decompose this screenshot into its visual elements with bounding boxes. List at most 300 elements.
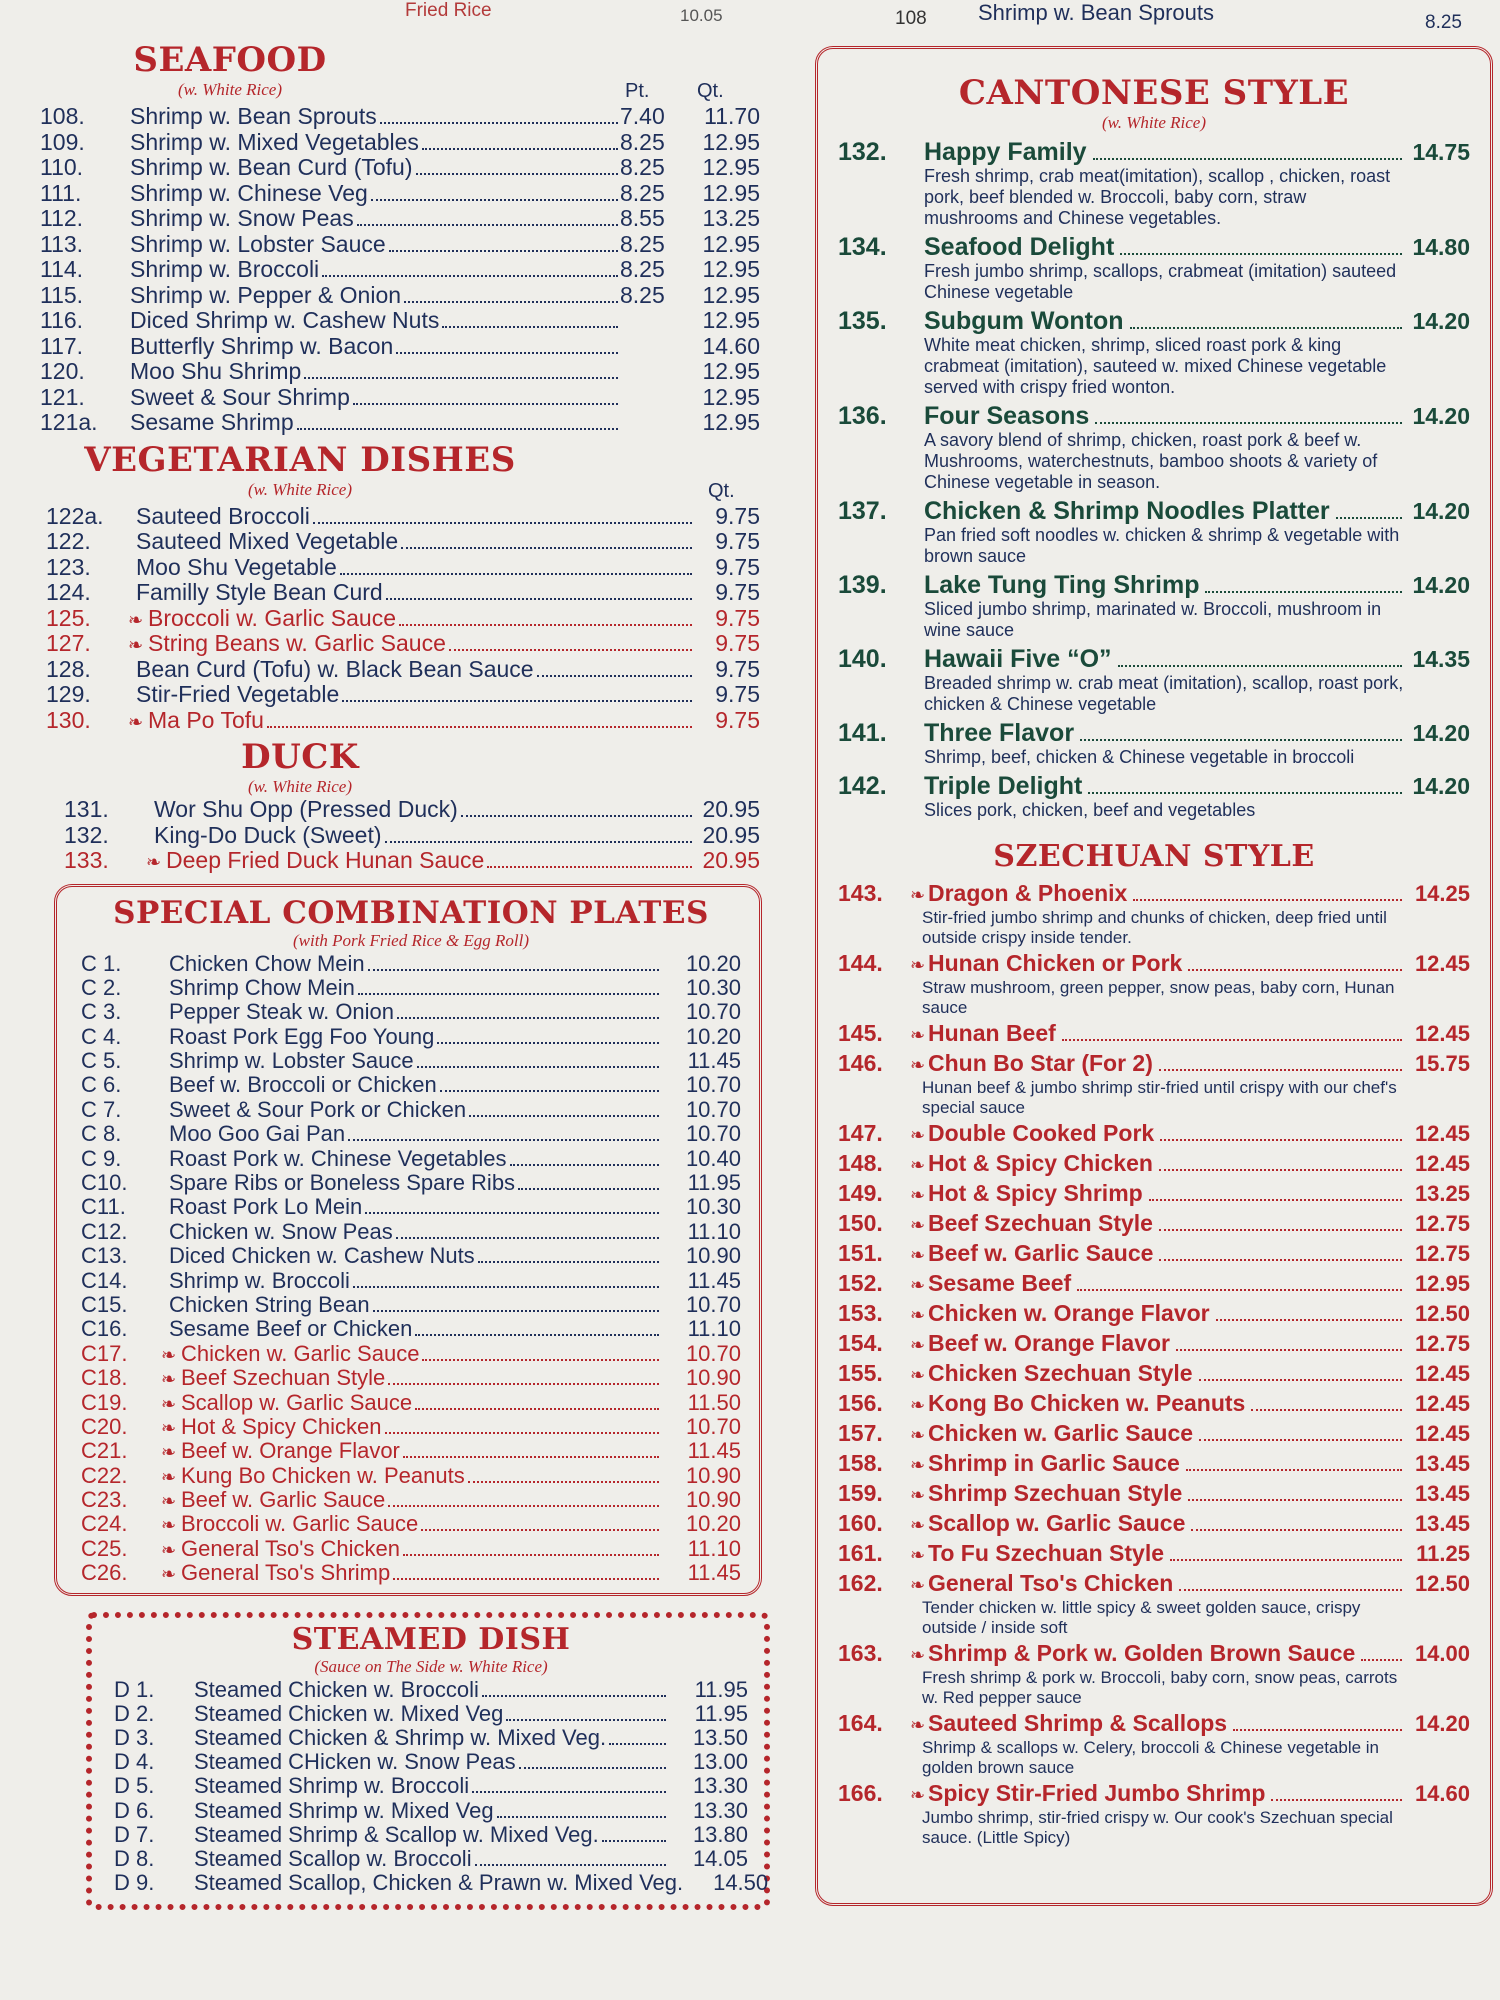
chili-pepper-icon: ❧ xyxy=(146,852,162,872)
item-price: 13.25 xyxy=(1414,1181,1470,1206)
item-number: 152. xyxy=(838,1270,883,1296)
dot-leader xyxy=(422,1359,659,1361)
seafood-pt-label: Pt. xyxy=(625,80,650,102)
menu-item xyxy=(81,1072,741,1096)
menu-item xyxy=(838,1240,1470,1268)
dot-leader xyxy=(380,122,618,124)
dot-leader xyxy=(404,301,618,303)
item-line xyxy=(838,498,1470,525)
item-number: 121. xyxy=(40,383,85,410)
menu-item xyxy=(838,1360,1470,1388)
menu-item xyxy=(46,555,760,581)
chili-pepper-icon: ❧ xyxy=(161,1466,177,1487)
dot-leader xyxy=(1199,1439,1402,1441)
item-name: Steamed CHicken w. Snow Peas xyxy=(194,1749,516,1775)
item-price: 9.75 xyxy=(715,706,760,733)
item-description: Breaded shrimp w. crab meat (imitation), scallop, roast pork, chicken & Chinese vegetable xyxy=(924,673,1404,714)
right-column xyxy=(815,46,1495,1906)
dot-leader xyxy=(1160,1139,1402,1141)
item-line xyxy=(838,139,1470,166)
top-fragment-price: 8.25 xyxy=(1425,12,1462,33)
item-price: 13.45 xyxy=(1414,1481,1470,1506)
dot-leader xyxy=(1093,158,1402,160)
item-name: Butterfly Shrimp w. Bacon xyxy=(130,332,394,359)
item-price: 9.75 xyxy=(715,528,760,554)
chili-pepper-icon: ❧ xyxy=(910,1025,926,1045)
item-price: 14.60 xyxy=(1414,1781,1470,1806)
dot-leader xyxy=(1186,1469,1402,1471)
item-name: Steamed Shrimp & Scallop w. Mixed Veg. xyxy=(194,1821,599,1847)
menu-item xyxy=(81,1365,741,1389)
dot-leader xyxy=(1336,517,1402,519)
item-price: 12.45 xyxy=(1414,1421,1470,1446)
dot-leader xyxy=(1271,1799,1402,1801)
item-name: Sweet & Sour Pork or Chicken xyxy=(169,1096,467,1122)
dot-leader xyxy=(1233,1729,1402,1731)
item-line xyxy=(838,1330,1470,1358)
item-name: Beef Szechuan Style xyxy=(928,1210,1153,1236)
item-name: Subgum Wonton xyxy=(924,307,1124,335)
item-price: 13.45 xyxy=(1414,1511,1470,1536)
item-name: Steamed Scallop w. Broccoli xyxy=(194,1845,472,1871)
dot-leader xyxy=(478,1261,659,1263)
item-name: Dragon & Phoenix xyxy=(928,880,1128,906)
dot-leader xyxy=(468,1481,659,1483)
item-price: 10.20 xyxy=(685,950,741,976)
item-number: 131. xyxy=(64,796,109,822)
top-fragment-num: 108 xyxy=(895,8,927,29)
item-name: Hunan Chicken or Pork xyxy=(928,950,1183,976)
top-fragment-left: Fried Rice xyxy=(405,0,492,21)
item-number: D 3. xyxy=(114,1725,155,1751)
menu-item xyxy=(838,1640,1470,1708)
dot-leader xyxy=(1095,422,1402,424)
item-price: 14.60 xyxy=(702,332,760,359)
item-name: Shrimp in Garlic Sauce xyxy=(928,1450,1180,1476)
item-price: 20.95 xyxy=(702,796,760,822)
item-number: 142. xyxy=(838,772,887,800)
dot-leader xyxy=(297,428,618,430)
menu-item xyxy=(838,308,1470,398)
item-name: Shrimp w. Broccoli xyxy=(130,256,320,282)
dot-leader xyxy=(472,1791,666,1793)
item-number: C18. xyxy=(81,1365,128,1391)
item-number: C21. xyxy=(81,1438,128,1464)
menu-item xyxy=(81,1536,741,1560)
item-description: Fresh shrimp, crab meat(imitation), scallop , chicken, roast pork, beef blended w. Broccoli, baby corn, straw mushrooms and Chinese vegetables. xyxy=(924,166,1391,228)
item-price: 11.50 xyxy=(687,1389,741,1415)
item-price: 14.20 xyxy=(1412,572,1470,598)
dot-leader xyxy=(401,547,692,549)
menu-item xyxy=(40,359,760,385)
dot-leader xyxy=(510,1164,659,1166)
item-number: C20. xyxy=(81,1413,128,1439)
dot-leader xyxy=(353,403,618,405)
item-price: 13.30 xyxy=(692,1797,748,1823)
item-number: 108. xyxy=(40,103,85,129)
item-number: 115. xyxy=(40,281,84,308)
item-number: 134. xyxy=(838,233,887,261)
duck-list xyxy=(64,797,760,874)
item-line xyxy=(838,1270,1470,1298)
item-price-pt: 8.25 xyxy=(620,179,665,206)
item-name: Spicy Stir-Fried Jumbo Shrimp xyxy=(928,1780,1266,1806)
menu-item xyxy=(81,1414,741,1438)
item-name: Shrimp w. Snow Peas xyxy=(130,205,354,231)
steamed-subtitle: (Sauce on The Side w. White Rice) xyxy=(314,1656,548,1676)
menu-item xyxy=(40,410,760,436)
item-line xyxy=(838,308,1470,335)
item-line xyxy=(838,1390,1470,1418)
item-number: C10. xyxy=(81,1170,128,1196)
menu-item xyxy=(114,1701,748,1725)
item-name: Familly Style Bean Curd xyxy=(136,579,383,605)
menu-item xyxy=(838,1270,1470,1298)
menu-item xyxy=(838,498,1470,567)
dot-leader xyxy=(416,173,618,175)
item-price: 12.45 xyxy=(1414,1121,1470,1146)
item-price: 12.75 xyxy=(1414,1211,1470,1236)
item-number: 157. xyxy=(838,1420,883,1446)
item-number: C11. xyxy=(81,1194,126,1220)
chili-pepper-icon: ❧ xyxy=(128,711,144,732)
item-number: C 6. xyxy=(81,1072,122,1098)
dot-leader xyxy=(386,598,692,600)
item-number: 132. xyxy=(838,138,887,166)
menu-item xyxy=(81,1390,741,1414)
top-cutoff-strip xyxy=(0,0,1500,33)
dot-leader xyxy=(267,726,692,728)
item-name: Happy Family xyxy=(924,138,1087,166)
item-price: 13.45 xyxy=(1414,1451,1470,1476)
item-price-pt: 8.25 xyxy=(620,230,665,257)
item-number: 124. xyxy=(46,579,91,605)
item-price: 10.70 xyxy=(685,1340,741,1366)
menu-item xyxy=(838,1210,1470,1238)
item-price: 10.30 xyxy=(685,1194,741,1220)
dot-leader xyxy=(358,993,659,995)
item-price: 10.70 xyxy=(685,1413,741,1439)
menu-item xyxy=(81,1487,741,1511)
menu-item xyxy=(81,1463,741,1487)
item-line xyxy=(838,1420,1470,1448)
chili-pepper-icon: ❧ xyxy=(910,1055,926,1075)
dot-leader xyxy=(388,1383,659,1385)
dot-leader xyxy=(373,1310,659,1312)
item-name: Chicken w. Snow Peas xyxy=(169,1218,393,1244)
item-name: Roast Pork Lo Mein xyxy=(169,1194,363,1220)
item-price: 12.95 xyxy=(702,383,760,410)
item-price: 11.10 xyxy=(687,1218,741,1244)
dot-leader xyxy=(506,1719,666,1721)
menu-item xyxy=(838,773,1470,821)
item-name: Moo Goo Gai Pan xyxy=(169,1121,346,1147)
dot-leader xyxy=(415,1334,659,1336)
menu-item xyxy=(40,385,760,411)
item-description: Fresh shrimp & pork w. Broccoli, baby corn, snow peas, carrots w. Red pepper sauce xyxy=(922,1668,1398,1707)
item-number: 122. xyxy=(46,528,91,554)
chili-pepper-icon: ❧ xyxy=(910,1365,926,1385)
item-price: 9.75 xyxy=(715,604,760,631)
menu-item xyxy=(81,1048,741,1072)
item-price: 12.50 xyxy=(1414,1301,1470,1326)
item-number: 166. xyxy=(838,1780,883,1806)
item-number: 162. xyxy=(838,1570,883,1596)
item-line xyxy=(838,1300,1470,1328)
vegetarian-list xyxy=(46,504,760,734)
left-column xyxy=(40,40,769,1910)
item-price: 11.95 xyxy=(687,1170,741,1196)
menu-item xyxy=(838,1510,1470,1538)
item-number: C17. xyxy=(81,1340,128,1366)
item-number: D 4. xyxy=(114,1749,155,1775)
item-number: 146. xyxy=(838,1050,883,1076)
item-line xyxy=(838,720,1470,747)
dot-leader xyxy=(1159,1259,1402,1261)
item-price: 9.75 xyxy=(715,579,760,605)
item-name: Sauteed Mixed Vegetable xyxy=(136,528,399,554)
item-price: 14.25 xyxy=(1414,881,1470,906)
menu-item xyxy=(81,975,741,999)
item-number: C16. xyxy=(81,1316,128,1342)
vegetarian-subtitle: (w. White Rice) xyxy=(247,479,352,499)
item-price: 12.95 xyxy=(702,409,760,435)
chili-pepper-icon: ❧ xyxy=(910,1275,926,1295)
szechuan-list xyxy=(838,880,1470,1848)
top-fragment-mid: 10.05 xyxy=(680,6,723,25)
item-number: C13. xyxy=(81,1243,128,1269)
menu-item xyxy=(46,606,760,632)
item-number: 144. xyxy=(838,950,883,976)
item-price: 11.70 xyxy=(704,103,760,129)
item-price: 13.50 xyxy=(692,1725,748,1751)
item-name: Shrimp w. Broccoli xyxy=(169,1267,350,1293)
item-name: Shrimp Szechuan Style xyxy=(928,1480,1183,1506)
item-price: 12.95 xyxy=(702,281,760,308)
item-price: 10.70 xyxy=(685,1121,741,1147)
item-price-pt: 8.25 xyxy=(620,154,665,180)
item-number: C 5. xyxy=(81,1048,122,1074)
item-name: Broccoli w. Garlic Sauce xyxy=(181,1511,419,1537)
item-line xyxy=(838,1450,1470,1478)
item-name: Bean Curd (Tofu) w. Black Bean Sauce xyxy=(136,655,534,682)
seafood-title: SEAFOOD xyxy=(133,40,327,80)
item-line xyxy=(838,1780,1470,1808)
dot-leader xyxy=(1251,1409,1402,1411)
menu-item xyxy=(46,504,760,530)
item-price-pt: 7.40 xyxy=(620,103,665,129)
item-line xyxy=(838,1150,1470,1178)
item-name: Chicken Szechuan Style xyxy=(928,1360,1193,1386)
menu-item xyxy=(838,1300,1470,1328)
item-price: 12.45 xyxy=(1414,1391,1470,1416)
item-number: D 8. xyxy=(114,1845,155,1871)
menu-item xyxy=(81,1292,741,1316)
item-name: Steamed Chicken w. Broccoli xyxy=(194,1676,479,1702)
seafood-list xyxy=(40,104,760,436)
item-line xyxy=(838,403,1470,430)
dot-leader xyxy=(1179,1589,1402,1591)
chili-pepper-icon: ❧ xyxy=(161,1564,177,1585)
item-name: Shrimp w. Mixed Vegetables xyxy=(130,128,419,155)
item-price: 9.75 xyxy=(715,655,760,682)
menu-item xyxy=(46,529,760,555)
dot-leader xyxy=(322,275,618,277)
item-price: 13.25 xyxy=(702,205,760,231)
menu-item xyxy=(838,1710,1470,1778)
item-name: Stir-Fried Vegetable xyxy=(136,681,340,707)
item-price: 11.45 xyxy=(687,1560,741,1586)
item-name: Broccoli w. Garlic Sauce xyxy=(148,604,396,631)
item-number: 127. xyxy=(46,630,91,656)
item-number: 143. xyxy=(838,880,883,906)
chili-pepper-icon: ❧ xyxy=(161,1442,177,1463)
item-name: Chicken w. Orange Flavor xyxy=(928,1300,1210,1326)
item-number: 155. xyxy=(838,1360,883,1386)
menu-item xyxy=(46,580,760,606)
dot-leader xyxy=(403,1456,659,1458)
item-price: 10.70 xyxy=(685,999,741,1025)
dot-leader xyxy=(487,866,692,868)
item-description: Stir-fried jumbo shrimp and chunks of chicken, deep fried until outside crispy inside tender. xyxy=(922,908,1387,947)
seafood-header-row xyxy=(40,80,760,104)
menu-item xyxy=(81,1219,741,1243)
menu-item xyxy=(114,1725,748,1749)
item-name: Beef w. Garlic Sauce xyxy=(181,1487,386,1513)
item-name: Shrimp w. Bean Curd (Tofu) xyxy=(130,154,413,180)
item-description: Hunan beef & jumbo shrimp stir-fried until crispy with our chef's special sauce xyxy=(922,1078,1397,1117)
item-number: 129. xyxy=(46,681,91,707)
dot-leader xyxy=(1159,1169,1402,1171)
menu-item xyxy=(838,1540,1470,1568)
item-price: 11.95 xyxy=(694,1676,748,1702)
item-name: Deep Fried Duck Hunan Sauce xyxy=(166,847,485,873)
item-number: C 3. xyxy=(81,999,122,1025)
dot-leader xyxy=(368,969,659,971)
item-price: 12.75 xyxy=(1414,1241,1470,1266)
chili-pepper-icon: ❧ xyxy=(910,1575,926,1595)
dot-leader xyxy=(365,1212,659,1214)
item-description: A savory blend of shrimp, chicken, roast pork & beef w. Mushrooms, waterchestnuts, bamboo shoots & variety of Chinese vegetable in season. xyxy=(924,430,1378,492)
item-name: Chun Bo Star (For 2) xyxy=(928,1050,1153,1076)
dot-leader xyxy=(1205,591,1402,593)
item-line xyxy=(838,1510,1470,1538)
dot-leader xyxy=(442,326,618,328)
dot-leader xyxy=(518,1188,659,1190)
menu-item xyxy=(81,951,741,975)
item-price: 11.45 xyxy=(687,1267,741,1293)
item-name: Beef w. Broccoli or Chicken xyxy=(169,1072,437,1098)
seafood-section xyxy=(40,40,760,436)
dot-leader xyxy=(353,1286,659,1288)
item-price: 13.80 xyxy=(692,1821,748,1847)
item-number: C 2. xyxy=(81,974,122,1000)
dot-leader xyxy=(417,1066,659,1068)
item-price: 14.05 xyxy=(692,1845,748,1871)
item-name: Sesame Beef or Chicken xyxy=(169,1316,413,1342)
item-price: 14.20 xyxy=(1412,403,1470,429)
dot-leader xyxy=(609,1743,666,1745)
chili-pepper-icon: ❧ xyxy=(910,1335,926,1355)
item-description: Tender chicken w. little spicy & sweet golden sauce, crispy outside / inside soft xyxy=(922,1598,1361,1637)
item-name: Diced Chicken w. Cashew Nuts xyxy=(169,1243,475,1269)
item-number: 113. xyxy=(40,230,84,257)
dot-leader xyxy=(497,1816,666,1818)
item-price: 13.30 xyxy=(692,1773,748,1799)
item-number: D 6. xyxy=(114,1797,155,1823)
menu-item xyxy=(81,999,741,1023)
combination-subtitle: (with Pork Fried Rice & Egg Roll) xyxy=(292,930,530,950)
chili-pepper-icon: ❧ xyxy=(161,1369,177,1390)
dot-leader xyxy=(1130,327,1403,329)
item-price: 11.95 xyxy=(694,1700,748,1726)
dot-leader xyxy=(437,1042,659,1044)
dot-leader xyxy=(388,1505,659,1507)
item-name: Steamed Chicken & Shrimp w. Mixed Veg. xyxy=(194,1725,607,1751)
item-price: 11.45 xyxy=(687,1438,741,1464)
dot-leader xyxy=(385,1432,659,1434)
item-number: 117. xyxy=(40,332,84,359)
chili-pepper-icon: ❧ xyxy=(910,1785,926,1805)
menu-item xyxy=(838,1450,1470,1478)
item-number: C 9. xyxy=(81,1145,122,1171)
item-description: White meat chicken, shrimp, sliced roast pork & king crabmeat (imitation), sauteed w. mixed Chinese vegetable served with crispy fried wonton. xyxy=(924,335,1387,397)
menu-item xyxy=(40,206,760,232)
vegetarian-qt-label: Qt. xyxy=(708,479,735,502)
menu-item xyxy=(40,104,760,130)
item-number: 151. xyxy=(838,1240,883,1266)
dot-leader xyxy=(1170,1559,1402,1561)
item-name: Sweet & Sour Shrimp xyxy=(130,383,350,410)
menu-item xyxy=(81,1243,741,1267)
item-number: C24. xyxy=(81,1511,128,1537)
item-number: 163. xyxy=(838,1640,883,1666)
item-number: 139. xyxy=(838,571,887,599)
item-name: Steamed Shrimp w. Mixed Veg xyxy=(194,1797,494,1823)
menu-item xyxy=(40,257,760,283)
item-price: 11.45 xyxy=(687,1048,741,1074)
item-price: 12.45 xyxy=(1414,1151,1470,1176)
item-price: 14.75 xyxy=(1412,139,1470,165)
menu-item xyxy=(838,1120,1470,1148)
duck-subtitle: (w. White Rice) xyxy=(247,777,352,796)
dot-leader xyxy=(422,148,618,150)
menu-item xyxy=(838,1570,1470,1638)
menu-item xyxy=(81,1170,741,1194)
steamed-title: STEAMED DISH xyxy=(291,1621,571,1657)
dot-leader xyxy=(475,1864,666,1866)
item-number: 114. xyxy=(40,256,84,282)
chili-pepper-icon: ❧ xyxy=(910,1485,926,1505)
item-name: Three Flavor xyxy=(924,719,1075,747)
item-description: Pan fried soft noodles w. chicken & shrimp & vegetable with brown sauce xyxy=(924,525,1400,566)
item-number: C26. xyxy=(81,1560,128,1586)
item-number: 132. xyxy=(64,821,109,848)
item-name: Triple Delight xyxy=(924,772,1083,800)
item-name: Ma Po Tofu xyxy=(148,706,264,733)
item-description: Jumbo shrimp, stir-fried crispy w. Our cook's Szechuan special sauce. (Little Spicy) xyxy=(922,1808,1393,1847)
item-line xyxy=(838,1480,1470,1508)
chili-pepper-icon: ❧ xyxy=(161,1344,177,1365)
menu-item xyxy=(64,848,760,874)
top-fragment-name: Shrimp w. Bean Sprouts xyxy=(978,0,1215,25)
item-number: 164. xyxy=(838,1710,883,1736)
dot-leader xyxy=(1088,792,1402,794)
item-name: Sesame Shrimp xyxy=(130,409,294,435)
item-name: Lake Tung Ting Shrimp xyxy=(924,571,1200,599)
menu-item xyxy=(81,1438,741,1462)
item-name: Wor Shu Opp (Pressed Duck) xyxy=(154,796,458,822)
